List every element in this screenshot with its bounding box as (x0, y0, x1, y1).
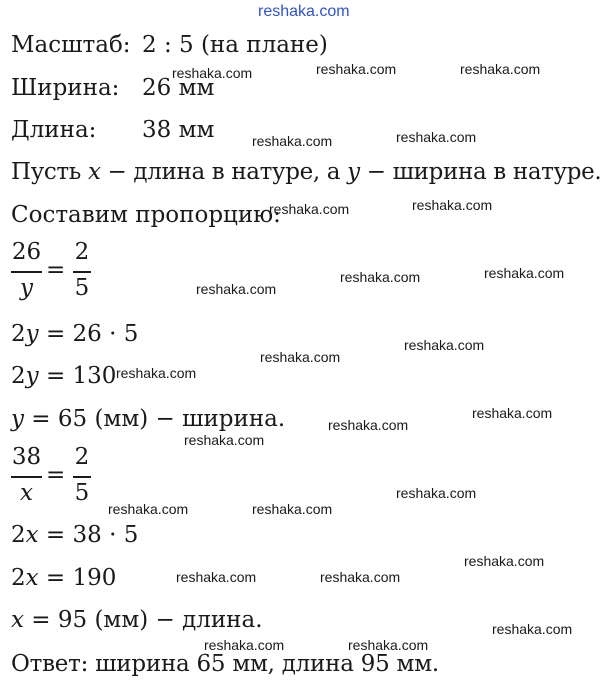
scale-label: Масштаб: (11, 32, 131, 58)
watermark: reshaka.com (316, 61, 397, 77)
eq4-var: x (25, 565, 39, 591)
let-var-y: y (347, 159, 360, 185)
eq4-coef: 2 (11, 565, 26, 591)
watermark: reshaka.com (328, 417, 409, 433)
let-var-x: x (87, 159, 101, 185)
eq2-var: y (25, 363, 39, 389)
watermark: reshaka.com (484, 265, 565, 281)
width-value: 26 мм (142, 75, 215, 101)
fraction-2-right-bar (73, 476, 91, 478)
watermark: reshaka.com (116, 365, 197, 381)
watermark: reshaka.com (204, 637, 285, 653)
site-header-link[interactable]: reshaka.com (258, 3, 350, 20)
result-length (11, 606, 263, 634)
watermark: reshaka.com (492, 621, 573, 637)
watermark: reshaka.com (472, 405, 553, 421)
let-text-3: − ширина в натуре. (359, 159, 602, 185)
fraction-2-right-denominator: 5 (74, 480, 90, 506)
answer-line: Ответ: ширина 65 мм, длина 95 мм. (11, 651, 439, 677)
watermark: reshaka.com (260, 349, 341, 365)
eq3-coef: 2 (11, 522, 26, 548)
eq1-coef: 2 (11, 321, 26, 347)
eq1-rhs: = 26 · 5 (38, 321, 139, 347)
let-statement (11, 158, 601, 186)
eq2-rhs: = 130 (38, 363, 117, 389)
length-row (11, 116, 215, 144)
scale-row (11, 31, 328, 59)
result-width (11, 405, 285, 433)
eq4-rhs: = 190 (38, 565, 117, 591)
watermark: reshaka.com (269, 201, 350, 217)
watermark: reshaka.com (340, 269, 421, 285)
watermark: reshaka.com (184, 432, 265, 448)
fraction-2-bar (11, 476, 42, 478)
fraction-equation-2 (11, 443, 111, 513)
scale-value: 2 : 5 (на плане) (142, 32, 328, 58)
watermark: reshaka.com (172, 65, 253, 81)
width-label: Ширина: (11, 75, 120, 101)
eq1-var: y (25, 321, 39, 347)
watermark: reshaka.com (460, 61, 541, 77)
length-value: 38 мм (142, 117, 215, 143)
watermark: reshaka.com (252, 501, 333, 517)
fraction-1-right-bar (73, 271, 91, 273)
equation-2y-value (11, 362, 116, 390)
watermark: reshaka.com (464, 553, 545, 569)
fraction-2-equals: = (46, 462, 66, 488)
equation-2y-product (11, 320, 138, 348)
fraction-1-denominator: y (20, 275, 33, 301)
length-label: Длина: (11, 117, 97, 143)
res1-var: y (11, 406, 24, 432)
res2-rhs: = 95 (мм) − длина. (23, 607, 263, 633)
watermark: reshaka.com (412, 197, 493, 213)
proportion-intro: Составим пропорцию: (11, 202, 281, 228)
fraction-1-right-numerator: 2 (74, 239, 90, 265)
let-text-1: Пусть (11, 159, 88, 185)
fraction-2-denominator: x (20, 480, 33, 506)
watermark: reshaka.com (404, 337, 485, 353)
equation-2x-product (11, 521, 138, 549)
fraction-1-bar (11, 271, 42, 273)
width-row (11, 74, 215, 102)
eq3-var: x (25, 522, 39, 548)
watermark: reshaka.com (252, 133, 333, 149)
watermark: reshaka.com (108, 501, 189, 517)
fraction-1-equals: = (46, 257, 66, 283)
watermark: reshaka.com (396, 129, 477, 145)
res2-var: x (11, 607, 24, 633)
let-text-2: − длина в натуре, а (100, 159, 348, 185)
watermark: reshaka.com (320, 569, 401, 585)
watermark: reshaka.com (196, 281, 277, 297)
fraction-1-numerator: 26 (11, 239, 42, 265)
fraction-2-numerator: 38 (11, 444, 42, 470)
equation-2x-value (11, 564, 116, 592)
fraction-1-right-denominator: 5 (74, 275, 90, 301)
fraction-equation-1 (11, 238, 111, 308)
eq3-rhs: = 38 · 5 (38, 522, 139, 548)
watermark: reshaka.com (396, 485, 477, 501)
watermark: reshaka.com (176, 569, 257, 585)
watermark: reshaka.com (348, 637, 429, 653)
eq2-coef: 2 (11, 363, 26, 389)
fraction-2-right-numerator: 2 (74, 444, 90, 470)
res1-rhs: = 65 (мм) − ширина. (24, 406, 286, 432)
